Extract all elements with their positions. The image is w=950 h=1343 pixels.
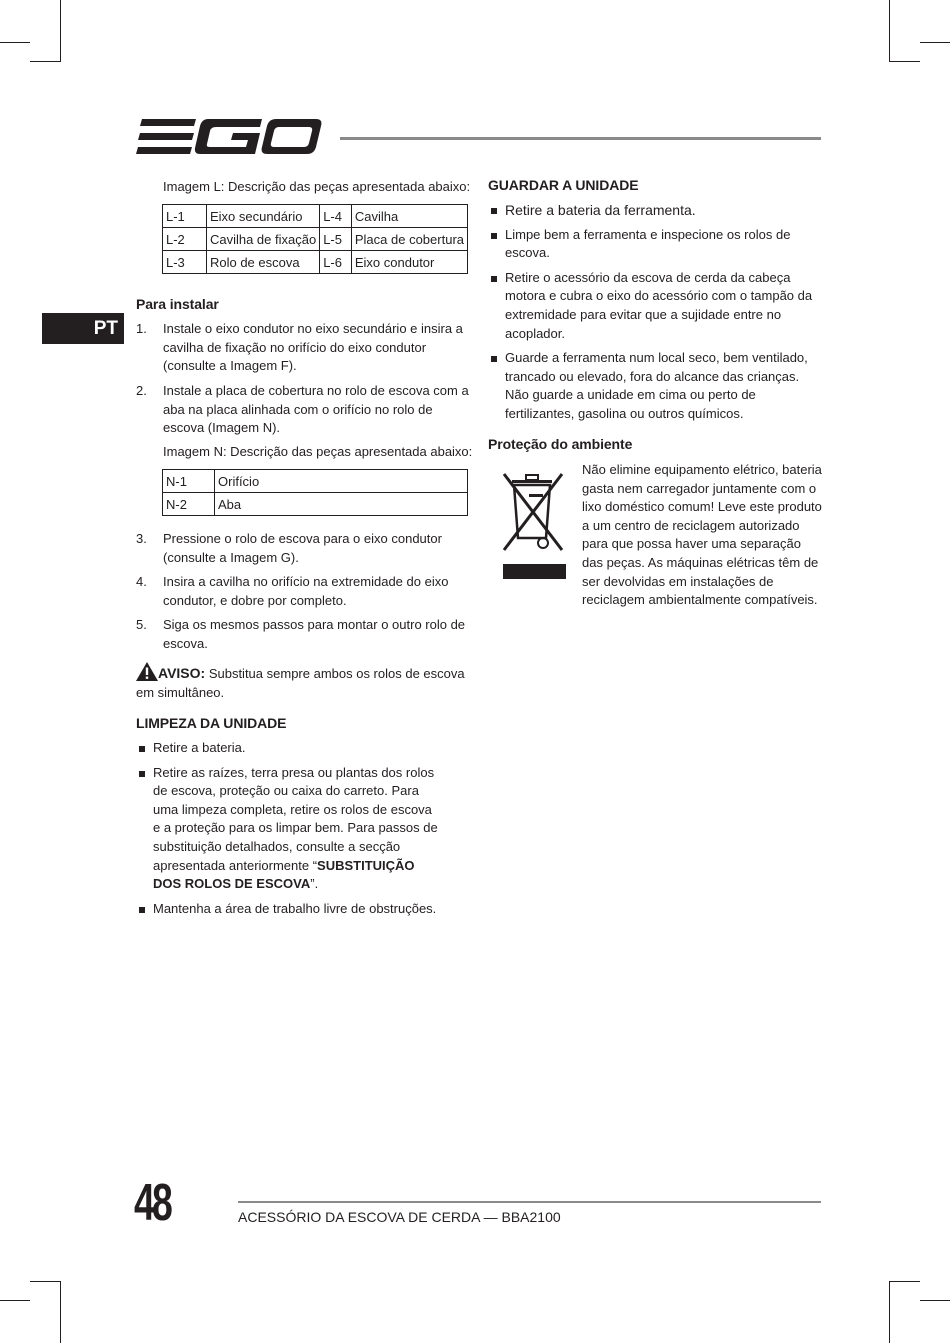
warning-label: AVISO: <box>158 665 206 681</box>
list-item: Retire a bateria da ferramenta. <box>488 201 822 220</box>
list-item: Retire as raízes, terra presa ou plantas dos rolos de escova, proteção ou caixa do carreto. Para uma limpeza completa, retire os rolos de escova e a proteção para os limpar bem. Para passos de substituição detalhados, consulte a secção apresentada anteriormente “SUBSTITUIÇÃO DOS ROLOS DE ESCOVA”. <box>136 764 438 894</box>
parts-table-l <box>162 204 468 274</box>
environment-heading: Proteção do ambiente <box>488 436 633 452</box>
footer-title: ACESSÓRIO DA ESCOVA DE CERDA — BBA2100 <box>238 1209 561 1225</box>
parts-table-n <box>162 469 468 516</box>
list-item: Guarde a ferramenta num local seco, bem ventilado, trancado ou elevado, fora do alcance das crianças. Não guarde a unidade em cima ou perto de fertilizantes, gasolina ou outros químicos. <box>488 349 822 423</box>
warning-triangle-icon <box>136 662 158 681</box>
table-row: L-2 Cavilha de fixação L-5 Placa de cobertura <box>163 228 468 251</box>
install-step: 4. Insira a cavilha no orifício na extremidade do eixo condutor, e dobre por completo. <box>136 574 449 608</box>
footer-rule <box>238 1201 821 1203</box>
list-item: Mantenha a área de trabalho livre de obstruções. <box>136 900 438 919</box>
list-item: Limpe bem a ferramenta e inspecione os rolos de escova. <box>488 226 822 263</box>
table-row: L-3 Rolo de escova L-6 Eixo condutor <box>163 251 468 274</box>
warning-text: Substitua sempre ambos os rolos de escova em simultâneo. <box>136 666 465 700</box>
environment-text: Não elimine equipamento elétrico, bateria gasta nem carregador juntamente com o lixo doméstico comum! Leve este produto a um centro de reciclagem autorizado para que possa haver uma separação das peças. As máquinas elétricas têm de ser devolvidas em instalações de reciclagem ambientalmente compatíveis. <box>582 462 822 608</box>
install-step: 1. Instale o eixo condutor no eixo secundário e insira a cavilha de fixação no orifício do eixo condutor (consulte a Imagem F). <box>136 321 463 374</box>
cleaning-list <box>136 739 438 918</box>
list-item: Retire a bateria. <box>136 739 438 758</box>
table-l-caption: Imagem L: Descrição das peças apresentada abaixo: <box>163 179 471 194</box>
crossed-out-wheelie-bin-icon <box>496 466 570 581</box>
ego-logo <box>136 116 322 158</box>
header-rule <box>340 137 821 140</box>
table-n-caption: Imagem N: Descrição das peças apresentada abaixo: <box>163 444 473 459</box>
storage-list <box>488 201 822 424</box>
ego-logo-graphic <box>136 116 322 158</box>
table-row: N-1 Orifício <box>163 470 468 493</box>
table-row: L-1 Eixo secundário L-4 Cavilha <box>163 205 468 228</box>
list-item: Retire o acessório da escova de cerda da cabeça motora e cubra o eixo do acessório com o tampão da extremidade para evitar que a sujidade entre no acoplador. <box>488 269 822 343</box>
install-step: 5. Siga os mesmos passos para montar o outro rolo de escova. <box>136 617 466 651</box>
install-heading: Para instalar <box>136 296 219 312</box>
table-row: N-2 Aba <box>163 493 468 516</box>
warning-note <box>136 662 472 702</box>
install-step: 2. Instale a placa de cobertura no rolo de escova com a aba na placa alinhada com o orifício no rolo de escova (Imagem N). <box>136 383 469 436</box>
cleaning-heading: LIMPEZA DA UNIDADE <box>136 715 287 731</box>
storage-heading: GUARDAR A UNIDADE <box>488 177 639 193</box>
page-number: 48 <box>134 1174 170 1232</box>
install-step: 3. Pressione o rolo de escova para o eixo condutor (consulte a Imagem G). <box>136 531 442 565</box>
language-tab: PT <box>42 313 124 344</box>
